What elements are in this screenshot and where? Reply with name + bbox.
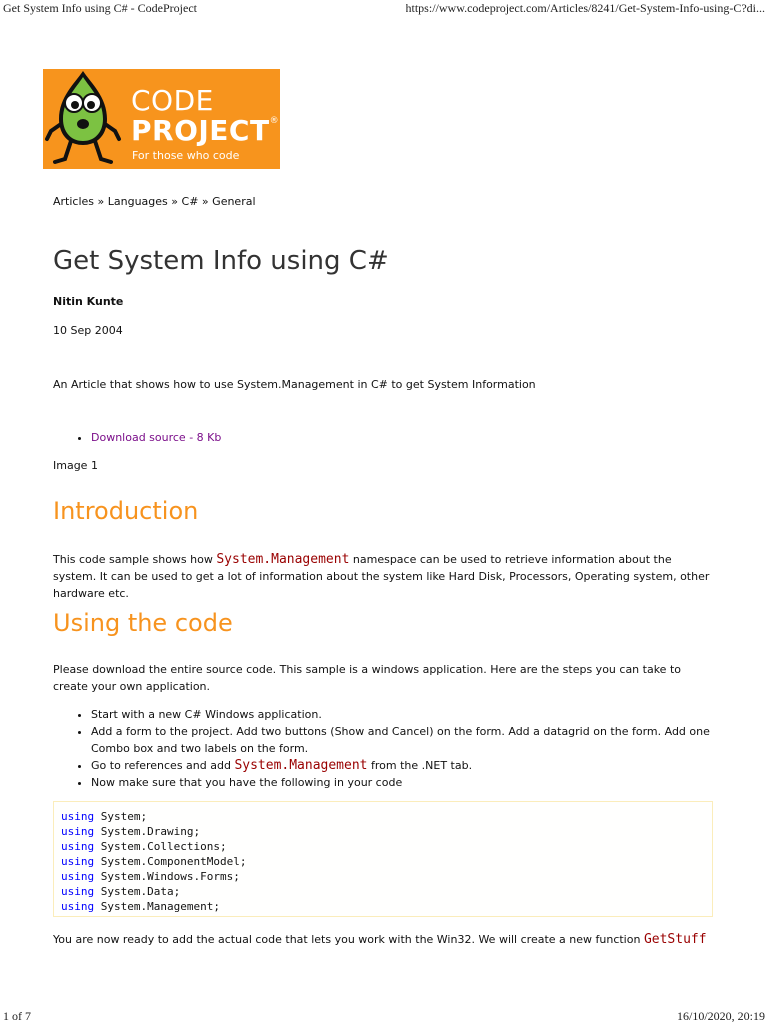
list-item: • Go to references and add System.Management from the .NET tab. [91,757,731,774]
print-page-title: Get System Info using C# - CodeProject [3,1,197,15]
inline-code-system-management: System.Management [234,758,368,773]
breadcrumb-item-languages[interactable]: Languages [107,195,168,208]
article-summary: An Article that shows how to use System.Management in C# to get System Information [53,378,536,391]
logo-registered-mark: ® [269,116,280,126]
print-footer [0,1009,768,1024]
list-item: • Start with a new C# Windows application. [91,706,731,723]
inline-code-getstuff: GetStuff [643,932,707,947]
article-title: Get System Info using C# [53,246,389,276]
breadcrumb-item-articles[interactable]: Articles [53,195,95,208]
logo-word-code: CODE [131,84,214,117]
logo-word-project: PROJECT® [131,114,280,147]
download-list-item [91,431,221,444]
introduction-heading: Introduction [53,497,199,525]
inline-code-system-management: System.Management [216,552,350,567]
breadcrumb-item-csharp[interactable]: C# [181,195,199,208]
after-code-paragraph: You are now ready to add the actual code that lets you work with the Win32. We will create a new function GetStuff [53,932,707,947]
breadcrumb [53,195,256,208]
print-header [0,1,768,16]
print-timestamp: 16/10/2020, 20:19 [676,1009,765,1023]
breadcrumb-separator: » [94,195,108,208]
logo-tagline: For those who code [132,149,240,162]
using-the-code-paragraph: Please download the entire source code. This sample is a windows application. Here are the steps you can take to create your own application. [53,663,681,693]
download-list [76,431,221,444]
breadcrumb-separator: » [198,195,213,208]
breadcrumb-item-general[interactable]: General [212,195,256,208]
mascot-icon [43,69,133,169]
list-item: • Add a form to the project. Add two buttons (Show and Cancel) on the form. Add a datagrid on the form. Add one Combo box and two labels on the form. [91,723,731,757]
code-block[interactable]: using System; using System.Drawing; using System.Collections; using System.ComponentModel; using System.Windows.Forms; using System.Data; using System.Management; [53,801,713,917]
article-date: 10 Sep 2004 [53,324,123,337]
using-the-code-heading: Using the code [53,609,233,637]
image-placeholder-label: Image 1 [53,459,98,472]
download-source-link[interactable]: Download source - 8 Kb [91,431,222,444]
list-item: • Now make sure that you have the following in your code [91,774,731,791]
introduction-paragraph: This code sample shows how System.Management namespace can be used to retrieve information about the system. It can be used to get a lot of information about the system like Hard Disk, Processors, Operating system, other hardware etc. [53,552,710,600]
breadcrumb-separator: » [167,195,182,208]
steps-list [76,706,731,791]
page-counter: 1 of 7 [3,1009,31,1023]
print-url: https://www.codeproject.com/Articles/8241/Get-System-Info-using-C?di... [405,1,765,15]
article-author[interactable]: Nitin Kunte [53,295,124,308]
codeproject-logo[interactable] [43,69,280,169]
